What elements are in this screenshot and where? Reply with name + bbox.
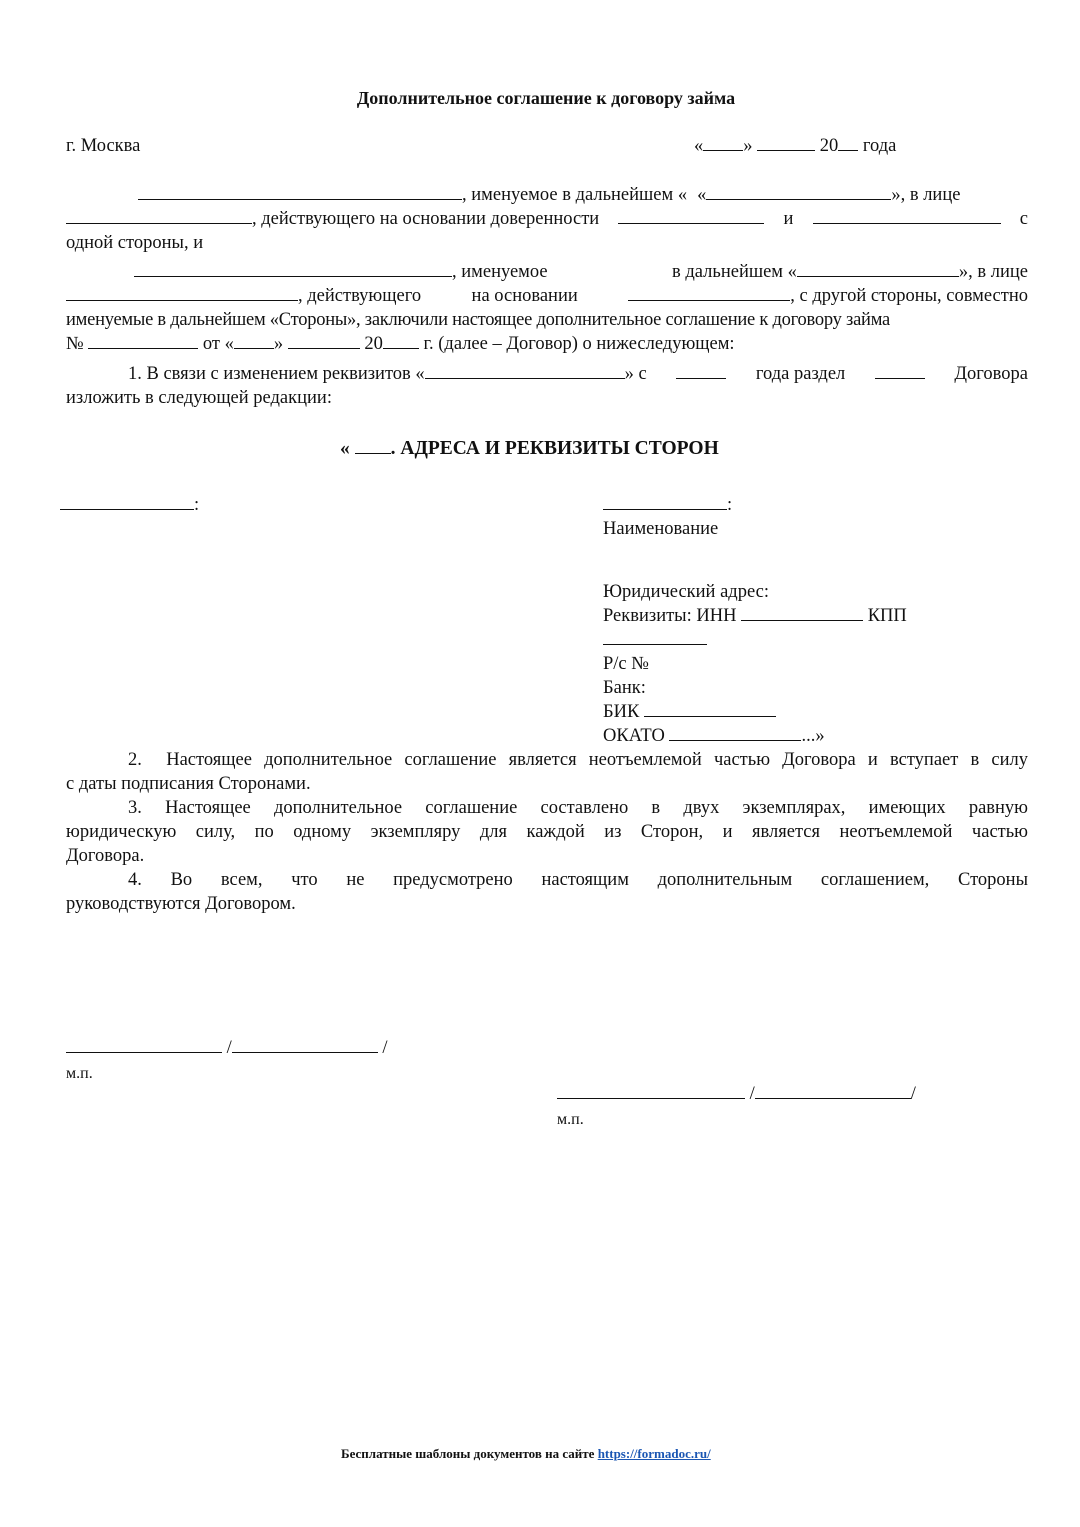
clause1-line2: изложить в следующей редакции:	[66, 388, 332, 408]
bank: Банк:	[603, 678, 646, 698]
okato-field[interactable]	[669, 724, 801, 741]
effective-date-field[interactable]	[676, 362, 726, 379]
kpp-field[interactable]	[603, 628, 707, 645]
power-of-attorney-number-field[interactable]	[618, 207, 764, 224]
text: Во всем, что не предусмотрено настоящим дополнительным соглашением, Стороны	[170, 870, 1029, 890]
party2-name-field[interactable]	[134, 260, 452, 277]
party1-line2	[66, 207, 1028, 231]
signature-right	[557, 1082, 916, 1106]
alias-open: «	[697, 185, 707, 205]
party2-representative-field[interactable]	[66, 284, 298, 301]
party2-line3: именуемые в дальнейшем «Стороны», заключили настоящее дополнительное соглашение к договору займа	[66, 310, 891, 330]
clause1-line1	[66, 362, 1028, 386]
stamp-left: м.п.	[66, 1065, 93, 1082]
text: », в лице	[891, 185, 961, 205]
kpp-line	[603, 628, 707, 652]
text: «	[340, 438, 350, 459]
date-quote-open: «	[694, 136, 704, 156]
month-field[interactable]	[757, 134, 815, 151]
document-title: Дополнительное соглашение к договору займа	[356, 88, 736, 108]
signature-right-sign-field[interactable]	[557, 1082, 745, 1099]
signature-right-name-field[interactable]	[755, 1082, 911, 1099]
party1-name-field[interactable]	[138, 183, 462, 200]
signature-left-name-field[interactable]	[232, 1036, 378, 1053]
year-field[interactable]	[838, 134, 858, 151]
text: и	[783, 209, 794, 229]
city: г. Москва	[66, 136, 141, 156]
clause-number: 4.	[128, 870, 142, 890]
party1-alias-field[interactable]	[706, 183, 891, 200]
section-number-field[interactable]	[875, 362, 925, 379]
clause-number: 2.	[128, 750, 142, 770]
date-quote-close: »	[743, 136, 753, 156]
text: »	[273, 334, 284, 354]
date-line	[694, 134, 896, 158]
text: , именуемое	[452, 262, 548, 282]
text: руководствуются Договором.	[66, 894, 296, 914]
text: БИК	[603, 702, 640, 722]
text: :	[727, 495, 733, 515]
signature-left	[66, 1036, 388, 1060]
text: /	[910, 1084, 916, 1104]
right-party-label	[603, 493, 732, 517]
left-party-label	[60, 493, 199, 517]
party2-line1	[66, 260, 1028, 284]
legal-address: Юридический адрес:	[603, 582, 769, 602]
okato-line	[603, 724, 825, 748]
left-party-name-field[interactable]	[60, 493, 194, 510]
contract-number-field[interactable]	[88, 332, 198, 349]
section-heading	[340, 438, 719, 460]
date-suffix: года	[862, 136, 897, 156]
text: 20	[364, 334, 383, 354]
party2-basis-field[interactable]	[628, 284, 790, 301]
party1-line1-full	[66, 183, 1028, 207]
contract-day-field[interactable]	[234, 332, 274, 349]
text: , действующего на основании доверенности	[252, 209, 600, 229]
right-party-name: Наименование	[603, 519, 719, 539]
party2-line2	[66, 284, 1028, 308]
inn-field[interactable]	[741, 604, 863, 621]
text: , именуемое в дальнейшем «	[462, 185, 688, 205]
text: Реквизиты: ИНН	[603, 606, 737, 626]
text: » с	[624, 364, 647, 384]
section-heading-number-field[interactable]	[355, 439, 391, 454]
text: , действующего	[298, 286, 422, 306]
text: Настоящее дополнительное соглашение является неотъемлемой частью Договора и вступает в силу	[166, 750, 1029, 770]
text: /	[226, 1038, 232, 1058]
text: в дальнейшем «	[672, 262, 797, 282]
contract-year-field[interactable]	[383, 332, 419, 349]
text: Договора.	[66, 846, 145, 866]
text: с	[1019, 209, 1028, 229]
bik-line	[603, 700, 776, 724]
text: ОКАТО	[603, 726, 665, 746]
text: », в лице	[958, 262, 1028, 282]
bik-field[interactable]	[644, 700, 776, 717]
party2-line4	[66, 332, 735, 356]
party2-alias-field[interactable]	[797, 260, 959, 277]
year-prefix: 20	[819, 136, 839, 156]
text: г. (далее – Договор) о нижеследующем:	[423, 334, 735, 354]
requisites-party-field[interactable]	[425, 362, 625, 379]
footer	[341, 1446, 711, 1462]
party1-line3: одной стороны, и	[66, 233, 204, 253]
text: . АДРЕСА И РЕКВИЗИТЫ СТОРОН	[390, 438, 719, 459]
text: №	[66, 334, 84, 354]
text: юридическую силу, по одному экземпляру для каждой из Сторон, и является неотъемлемой частью	[66, 822, 1028, 842]
text: Договора	[954, 364, 1028, 384]
text: , с другой стороны, совместно	[790, 286, 1028, 306]
text: /	[382, 1038, 388, 1058]
text: :	[194, 495, 200, 515]
text: КПП	[867, 606, 907, 626]
account-number: Р/с №	[603, 654, 649, 674]
text: от «	[202, 334, 234, 354]
stamp-right: м.п.	[557, 1111, 584, 1128]
text: с даты подписания Сторонами.	[66, 774, 311, 794]
party1-representative-field[interactable]	[66, 207, 252, 224]
right-party-name-field[interactable]	[603, 493, 727, 510]
text: /	[749, 1084, 755, 1104]
clause-number: 3.	[128, 798, 142, 818]
text: года раздел	[755, 364, 846, 384]
clause-2	[66, 748, 1028, 916]
signature-left-sign-field[interactable]	[66, 1036, 222, 1053]
requisites-line	[603, 604, 907, 628]
text: Настоящее дополнительное соглашение составлено в двух экземплярах, имеющих равную	[165, 798, 1028, 818]
text: на основании	[471, 286, 578, 306]
footer-text: Бесплатные шаблоны документов на сайте	[341, 1446, 598, 1461]
day-field[interactable]	[703, 134, 743, 151]
power-of-attorney-date-field[interactable]	[813, 207, 1001, 224]
text: ...»	[801, 726, 825, 746]
contract-month-field[interactable]	[288, 332, 360, 349]
footer-link[interactable]: https://formadoc.ru/	[597, 1446, 711, 1461]
text: 1. В связи с изменением реквизитов «	[128, 364, 425, 384]
